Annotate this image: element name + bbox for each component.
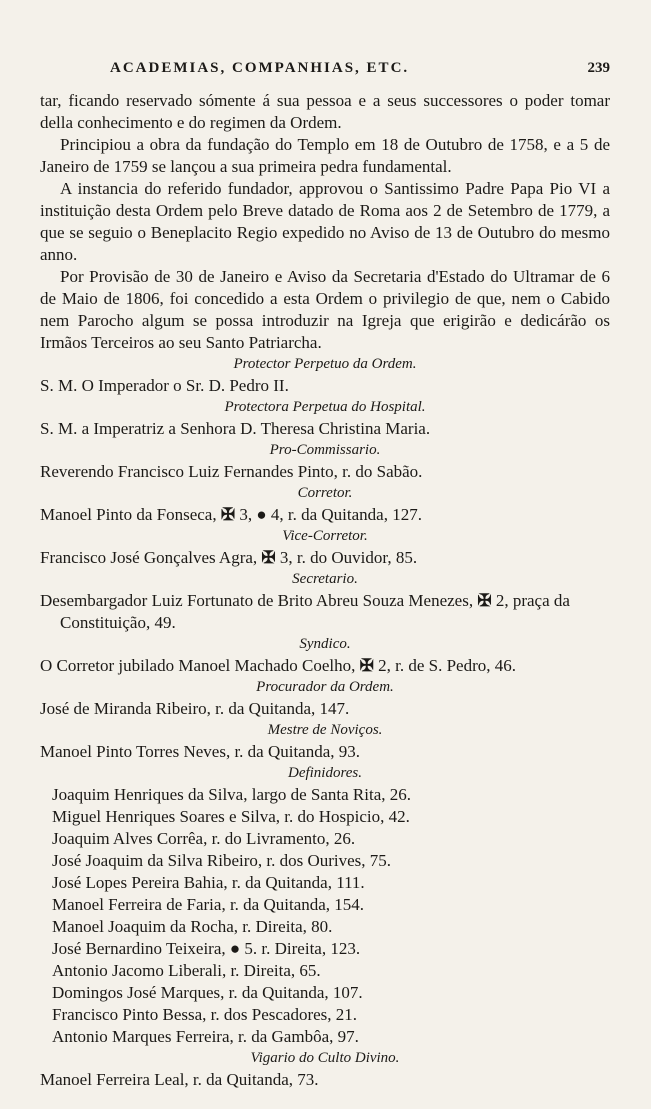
- order-cross-icon: ✠: [359, 656, 374, 675]
- list-item: Manoel Joaquim da Rocha, r. Direita, 80.: [52, 917, 333, 936]
- entry-text: 5. r. Direita, 123.: [240, 939, 361, 958]
- officer-list: [40, 354, 610, 1091]
- section-heading: Definidores.: [287, 765, 363, 781]
- section-heading: Protector Perpetuo da Ordem.: [233, 356, 417, 372]
- page-number: 239: [587, 60, 610, 76]
- order-cross-icon: ✠: [220, 505, 236, 524]
- section-heading: Pro-Commissario.: [269, 442, 381, 458]
- list-item: Joaquim Henriques da Silva, largo de Santa Rita, 26.: [52, 785, 411, 804]
- list-item: Manoel Ferreira Leal, r. da Quitanda, 73.: [40, 1070, 319, 1089]
- running-header: [40, 60, 610, 90]
- section-heading: Mestre de Noviços.: [267, 722, 383, 738]
- entry-text: 2, r. de S. Pedro, 46.: [373, 656, 517, 675]
- list-item: Manoel Pinto Torres Neves, r. da Quitanda, 93.: [40, 742, 361, 761]
- section-heading: Syndico.: [299, 636, 351, 652]
- list-item: Joaquim Alves Corrêa, r. do Livramento, 26.: [52, 829, 356, 848]
- list-item: [40, 655, 610, 677]
- section-heading: Vice-Corretor.: [282, 528, 368, 544]
- entry-text: Manoel Pinto da Fonseca,: [40, 505, 221, 524]
- list-item: Miguel Henriques Soares e Silva, r. do Hospicio, 42.: [52, 807, 410, 826]
- list-item: Antonio Jacomo Liberali, r. Direita, 65.: [52, 961, 321, 980]
- section-heading: Corretor.: [297, 485, 353, 501]
- paragraph: A instancia do referido fundador, approvou o Santissimo Padre Papa Pio VI a instituição desta Ordem pelo Breve datado de Roma aos 2 de Setembro de 1779, a que se seguio o Beneplacito Regio expedido no Aviso de 13 de Outubro do mesmo anno.: [40, 179, 610, 264]
- list-item: [40, 547, 610, 569]
- entry-text: O Corretor jubilado Manoel Machado Coelho,: [40, 656, 360, 675]
- list-item: S. M. a Imperatriz a Senhora D. Theresa Christina Maria.: [40, 419, 431, 438]
- section-heading: Secretario.: [292, 571, 358, 587]
- section-heading: Protectora Perpetua do Hospital.: [224, 399, 426, 415]
- entry-text: Desembargador Luiz Fortunato de Brito Abreu Souza Menezes,: [40, 591, 478, 610]
- list-item: [40, 938, 610, 960]
- list-item: Domingos José Marques, r. da Quitanda, 107.: [52, 983, 363, 1002]
- list-item: José Joaquim da Silva Ribeiro, r. dos Ourives, 75.: [52, 851, 392, 870]
- paragraph: tar, ficando reservado sómente á sua pessoa e a seus successores o poder tomar della conhecimento e do regimen da Ordem.: [40, 91, 610, 132]
- list-item: Antonio Marques Ferreira, r. da Gambôa, 97.: [52, 1027, 359, 1046]
- list-item: S. M. O Imperador o Sr. D. Pedro II.: [40, 376, 289, 395]
- entry-text: 3, r. do Ouvidor, 85.: [275, 548, 418, 567]
- intro-text: [40, 90, 610, 354]
- list-item: Manoel Ferreira de Faria, r. da Quitanda, 154.: [52, 895, 365, 914]
- entry-text: 3,: [235, 505, 257, 524]
- order-cross-icon: ✠: [261, 548, 276, 567]
- header-title: ACADEMIAS, COMPANHIAS, ETC.: [110, 60, 410, 76]
- list-item: [40, 590, 610, 634]
- section-heading: Procurador da Ordem.: [256, 679, 394, 695]
- list-item: [40, 504, 610, 526]
- order-cross-icon: ✠: [477, 591, 492, 610]
- entry-text: Francisco José Gonçalves Agra,: [40, 548, 262, 567]
- entry-text: 2, praça da Constituição, 49.: [60, 591, 570, 632]
- list-item: José de Miranda Ribeiro, r. da Quitanda, 147.: [40, 699, 350, 718]
- entry-text: José Bernardino Teixeira,: [52, 939, 230, 958]
- paragraph: Por Provisão de 30 de Janeiro e Aviso da Secretaria d'Estado do Ultramar de 6 de Maio de 1806, foi concedido a esta Ordem o privilegio de que, nem o Cabido nem Parocho algum se possa introduzir na Igreja que erigirão e dedicárão os Irmãos Terceiros ao seu Santo Patriarcha.: [40, 267, 610, 352]
- list-item: Francisco Pinto Bessa, r. dos Pescadores, 21.: [52, 1005, 358, 1024]
- order-medal-icon: ●: [229, 939, 241, 958]
- section-heading: Vigario do Culto Divino.: [250, 1050, 400, 1066]
- document-page: [40, 60, 610, 1091]
- paragraph: Principiou a obra da fundação do Templo em 18 de Outubro de 1758, e a 5 de Janeiro de 1759 se lançou a sua primeira pedra fundamental.: [40, 135, 610, 176]
- list-item: José Lopes Pereira Bahia, r. da Quitanda, 111.: [52, 873, 365, 892]
- entry-text: 4, r. da Quitanda, 127.: [266, 505, 422, 524]
- list-item: Reverendo Francisco Luiz Fernandes Pinto, r. do Sabão.: [40, 462, 423, 481]
- order-medal-icon: ●: [256, 505, 267, 524]
